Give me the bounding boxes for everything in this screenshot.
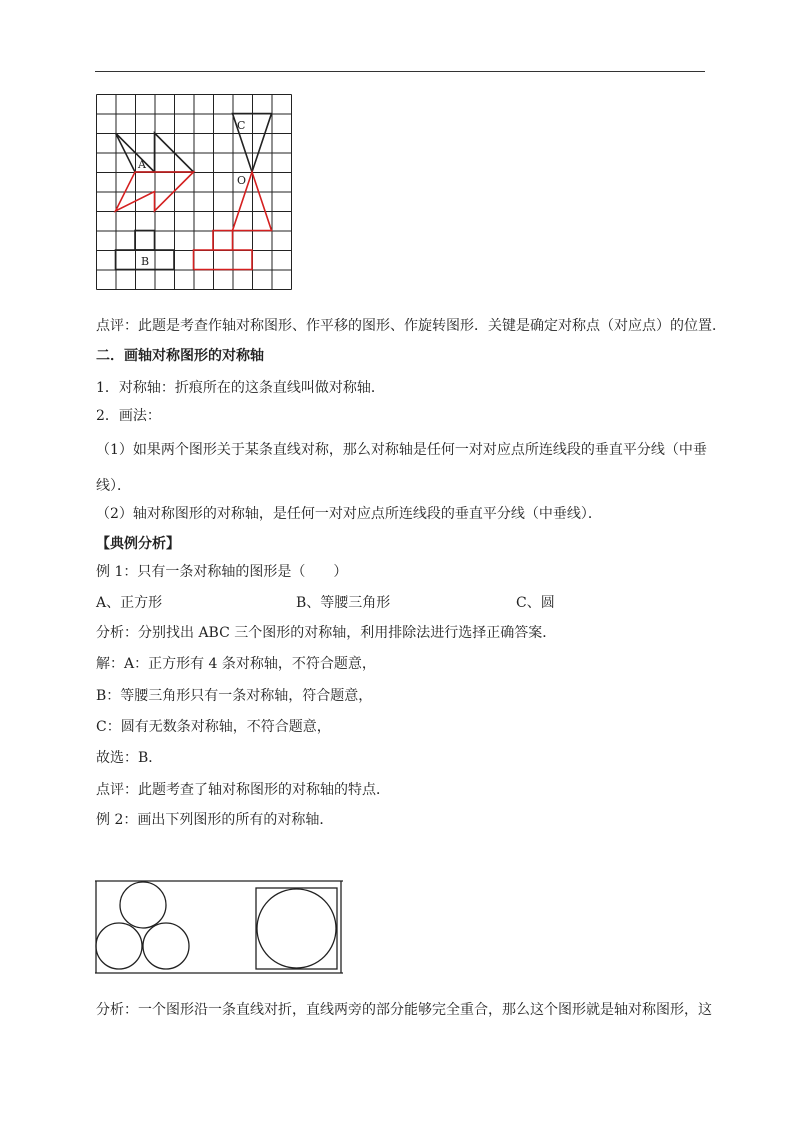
- section-2-heading: 二．画轴对称图形的对称轴: [96, 348, 264, 364]
- solution-b: B：等腰三角形只有一条对称轴，符合题意，: [96, 688, 373, 704]
- option-c: C、圆: [516, 595, 555, 611]
- remark-1: 点评：此题是考查作轴对称图形、作平移的图形、作旋转图形．关键是确定对称点（对应点）的位置．: [96, 318, 726, 334]
- circle-top: [120, 882, 166, 928]
- transformation-grid-figure: [96, 94, 292, 290]
- example-2-analysis: 分析：一个图形沿一条直线对折，直线两旁的部分能够完全重合，那么这个图形就是轴对称图形，这: [96, 1002, 712, 1018]
- example-1-question: 例 1：只有一条对称轴的图形是（ ）: [96, 564, 348, 580]
- item-1: 1．对称轴：折痕所在的这条直线叫做对称轴．: [96, 380, 385, 396]
- option-a: A、正方形: [96, 595, 163, 611]
- label-a: A: [138, 158, 146, 171]
- circle-right: [143, 923, 189, 969]
- circles-figure: [95, 880, 343, 974]
- example-heading: 【典例分析】: [96, 536, 180, 552]
- example-2-question: 例 2：画出下列图形的所有的对称轴．: [96, 812, 334, 828]
- header-rule: [95, 71, 705, 72]
- item-2: 2．画法：: [96, 408, 161, 424]
- solution-a: 解：A：正方形有 4 条对称轴，不符合题意，: [96, 656, 376, 672]
- label-b: B: [141, 255, 150, 268]
- label-c: C: [237, 119, 246, 132]
- example-1-analysis: 分析：分别找出 ABC 三个图形的对称轴，利用排除法进行选择正确答案．: [96, 625, 557, 641]
- solution-c: C：圆有无数条对称轴，不符合题意，: [96, 719, 331, 735]
- circle-in-square: [257, 889, 336, 968]
- answer: 故选：B．: [96, 750, 163, 766]
- shape-b-upper: [135, 231, 155, 251]
- option-b: B、等腰三角形: [296, 595, 391, 611]
- method-1: （1）如果两个图形关于某条直线对称，那么对称轴是任何一对对应点所连线段的垂直平分线（中垂线）．: [96, 442, 707, 494]
- example-1-options: [96, 592, 706, 612]
- example-1-remark: 点评：此题考查了轴对称图形的对称轴的特点．: [96, 782, 390, 798]
- method-2: （2）轴对称图形的对称轴，是任何一对对应点所连线段的垂直平分线（中垂线）．: [96, 506, 602, 522]
- circle-left: [96, 923, 142, 969]
- label-o: O: [237, 174, 247, 187]
